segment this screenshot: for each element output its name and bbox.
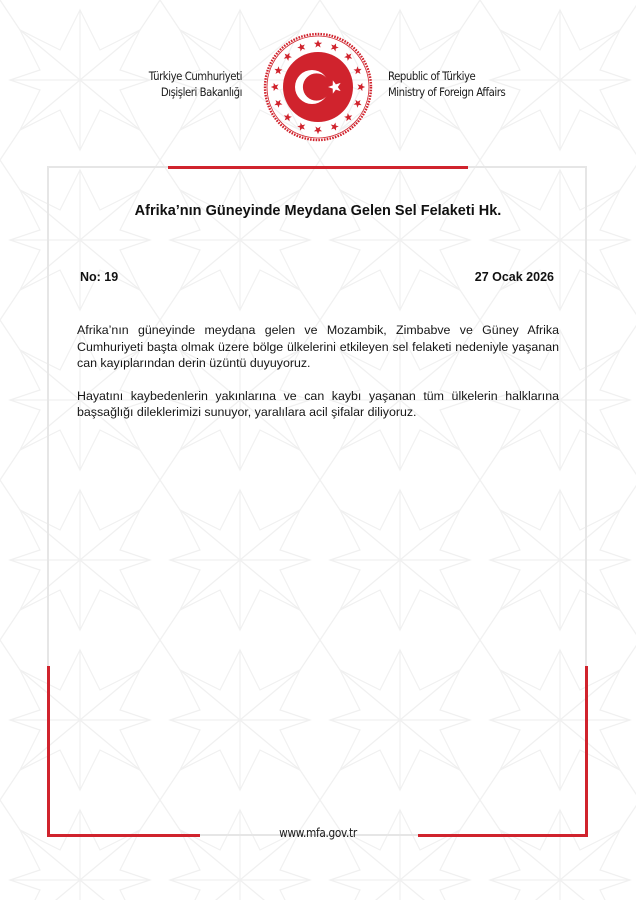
header-turkish-line1: Türkiye Cumhuriyeti xyxy=(148,69,242,83)
ministry-emblem-icon xyxy=(262,31,374,143)
header-english-line1: Republic of Türkiye xyxy=(388,69,476,83)
header-turkish-line2: Dışişleri Bakanlığı xyxy=(160,85,242,99)
frame-left-accent-bar xyxy=(47,666,50,837)
frame-bottom-right-accent-bar xyxy=(418,834,588,837)
frame-right-accent-bar xyxy=(585,666,588,837)
document-title: Afrika’nın Güneyinde Meydana Gelen Sel Felaketi Hk. xyxy=(134,203,502,219)
footer-website-link[interactable]: www.mfa.gov.tr xyxy=(279,826,357,840)
document-frame xyxy=(47,166,587,836)
header-english-name xyxy=(388,68,564,100)
document-body xyxy=(77,322,559,437)
document-number: No: 19 xyxy=(80,270,119,284)
header-english-line2: Ministry of Foreign Affairs xyxy=(388,85,506,99)
frame-top-accent-bar xyxy=(168,166,468,169)
frame-bottom-left-accent-bar xyxy=(47,834,200,837)
body-paragraph-2: Hayatını kaybedenlerin yakınlarına ve can kaybı yaşanan tüm ülkelerin halklarına başsağlığı dileklerimizi sunuyor, yaralılara acil şifalar diliyoruz. xyxy=(77,388,559,420)
header-turkish-name xyxy=(135,68,242,100)
body-paragraph-1: Afrika’nın güneyinde meydana gelen ve Mozambik, Zimbabve ve Güney Afrika Cumhuriyeti başta olmak üzere bölge ülkelerini etkileyen sel felaketi nedeniyle yaşanan can kayıplarından derin üzüntü duyuyoruz. xyxy=(77,323,559,371)
document-date: 27 Ocak 2026 xyxy=(474,270,554,284)
